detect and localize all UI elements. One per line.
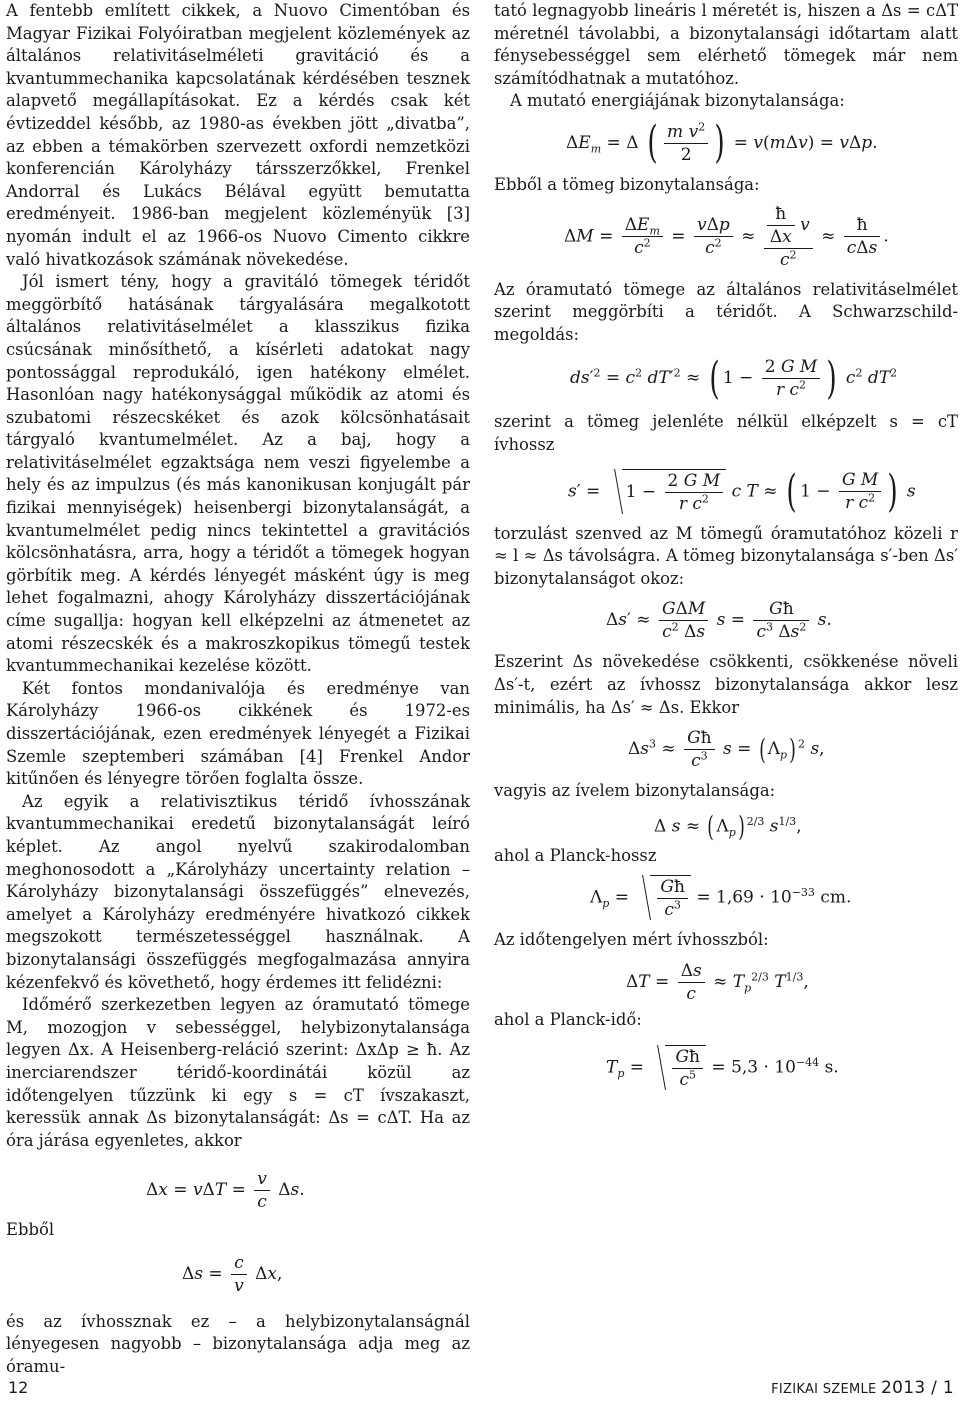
paragraph: Jól ismert tény, hogy a gravitáló tömegek téridőt meggörbítő hatásának tárgyalására megalkotott általános relativitáselmélet a klasszikus fizika csúcsának minősíthető, a kísérleti adatokat nagy pontossággal reprodukáló, igen hatékony elmélet. Hasonlóan nagy hatékonysággal működik az atomi és szubatomi részecskéket és azok kölcsönhatásait tárgyaló kvantumelmélet. Az a baj, hogy a relativitáselmélet egzaktsága nem veszi figyelembe a hely és az impulzus (és más kanonikusan konjugált pár fizikai mennyiségek) heisenbergi bizonytalanságát, a kvantumelmélet pedig nincs tekintettel a gravitációs kölcsönhatásra, arra, hogy a téridőt a tömegek hogyan görbítik meg. A kérdés lényegét másként úgy is meg lehet fogalmazni, ahogy Károlyházy disszertációjának címe sugallja: hogyan kell elképzelni az átmenetet az atomi részecskék és a makroszkopikus tömegű testek kvantummechanikai kezelése között.	[6, 272, 470, 676]
page-number: 12	[8, 1378, 29, 1397]
paragraph: Az óramutató tömege az általános relativitáselmélet szerint meggörbíti a téridőt. A Schwarzschild-megoldás:	[494, 279, 958, 344]
planck-time-unit: s.	[824, 1057, 839, 1078]
journal-issue: 2013 / 1	[880, 1378, 954, 1398]
planck-length-value: 1,69 · 10	[716, 887, 792, 908]
right-column	[494, 0, 958, 1091]
page-footer	[0, 1376, 960, 1402]
planck-length-exponent: −33	[791, 886, 815, 900]
paragraph: vagyis az ívelem bizonytalansága:	[494, 781, 776, 801]
journal-name	[771, 1378, 954, 1398]
journal-title: FIZIKAI SZEMLE	[771, 1382, 877, 1397]
paragraph: tató legnagyobb lineáris l méretét is, hiszen a Δs = cΔT méretnél távolabbi, a bizonytalansági időtartam alatt fénysebességgel sem elérhető tömegek már nem számítódhatnak a mutatóhoz.	[494, 1, 958, 88]
planck-time-value: 5,3 · 10	[731, 1057, 796, 1078]
equation-time-arc: ΔT = $\frac{\Delta s}{c}$ ≈ $T_p^{2/3}$ $T^{1/3}$,	[626, 960, 809, 1004]
paragraph: Két fontos mondanivalója és eredménye van Károlyházy 1966-os cikkének és 1972-es disszertációjának, ezen eredmények lényegét a Fizikai Szemle szeptemberi számában [4] Frenkel Andor kitűnően és lényegre törően foglalta össze.	[6, 678, 470, 789]
paragraph: ahol a Planck-idő:	[494, 1009, 642, 1029]
equation-schwarzschild: $ds'^2 = c^2$ $dT'^2$ ≈ ( 1 − $\frac{\text{2 G M}}{r c^2}$ ) $c^2$ $dT^2$	[570, 352, 898, 404]
equation-delta-s: Δs = $\frac{c}{v}$ Δx,	[182, 1252, 283, 1296]
planck-length-unit: cm.	[820, 887, 852, 908]
equation-mass-uncertainty: ΔM = $\frac{\Delta E_m}{c^2}$ = $\frac{\text{vΔp}}{c^2}$ ≈ $\frac{ħ}{\Delta x}$ v $c^2$ ≈ $\frac{ħ}{\text{cΔs}}$ .	[564, 203, 889, 270]
paragraph: Eszerint Δs növekedése csökkenti, csökkenése növeli Δs′-t, ezért az ívhossz bizonytalansága akkor lesz minimális, ha Δs′ ≈ Δs. Ekkor	[494, 652, 958, 717]
equation-planck-length: $\Lambda_p$ = $\frac{Għ}{c^3}$ = $1,69 \cdot 10^{-33}$ cm.	[590, 877, 852, 921]
equation-delta-s-cubed: $\Delta s^3$ ≈ $\frac{Għ}{c^3}$ s = ( $\Lambda_p$) $^2$ s,	[628, 728, 825, 772]
left-column	[6, 0, 470, 1379]
paragraph: Az egyik a relativisztikus téridő ívhosszának kvantummechanikai eredetű bizonytalanságát leíró képlet. Az angol nyelvű szakirodalomban meghonosodott a „Károlyházy uncertainty relation – Károlyházy bizonytalansági összefüggés” elnevezés, amelyet a Károlyházy eredményére hivatkozó cikkek megszokott természetességgel használnak. A bizonytalansági összefüggés megfogalmazása annyira kézenfekvő és követhető, hogy érdemes itt felidézni:	[6, 791, 470, 992]
paragraph: A fentebb említett cikkek, a Nuovo Cimentóban és Magyar Fizikai Folyóiratban megjelent közlemények az általános relativitáselméleti gravitáció és a kvantummechanika kapcsolatának kérdésében tesznek alapvető megállapításokat. Ez a kérdés csak két évtizeddel később, az 1980-as években jött „divatba”, az ebben a témakörben szervezett oxfordi nemzetközi konferencián Károlyházy társszerzőkkel, Frenkel Andorral és Lukács Bélával együtt bemutatta eredményeit. 1986-ban megjelent közleményük [3] nyomán indult el az 1966-os Nuovo Cimento cikkre való hivatkozások számának növekedése.	[6, 1, 470, 269]
paragraph: A mutató energiájának bizonytalansága:	[510, 91, 845, 111]
paragraph: torzulást szenved az M tömegű óramutatóhoz közeli r ≈ l ≈ Δs távolságra. A tömeg bizonytalansága s′-ben Δs′ bizonytalanságot okoz:	[494, 523, 958, 588]
equation-delta-s-prime: Δs′ ≈ $\frac{\text{GΔM}}{c^2 \Delta s}$ s = $\frac{Għ}{c^3 \Delta s^2}$ s.	[606, 599, 832, 643]
paragraph: Ebből a tömeg bizonytalansága:	[494, 174, 760, 194]
paragraph: szerint a tömeg jelenléte nélkül elképzelt s = cT ívhossz	[494, 412, 958, 454]
equation-distorted-arc: s′ = 1 − $\frac{\text{2 G M}}{r c^2}$ c T ≈ ( 1 − $\frac{\text{G M}}{r c^2}$ ) s	[568, 465, 916, 517]
equation-planck-time: $T_p$ = $\frac{Għ}{c^5}$ = $5,3 \cdot 10^{-44}$ s.	[606, 1047, 839, 1091]
paragraph: Az időtengelyen mért ívhosszból:	[494, 930, 769, 950]
paragraph: és az ívhossznak ez – a helybizonytalanságnál lényegesen nagyobb – bizonytalansága adja meg az óramu-	[6, 1311, 470, 1377]
equation-energy-uncertainty: $\Delta E_m = \Delta$ ( $\frac{m v^2}{2}$ ) = v(mΔv) = vΔp.	[566, 117, 878, 169]
planck-time-exponent: −44	[795, 1056, 820, 1070]
paragraph: Időmérő szerkezetben legyen az óramutató tömege M, mozogjon v sebességgel, helybizonytalansága legyen Δx. A Heisenberg-reláció szerint: ΔxΔp ≥ ħ. Az inerciarendszer téridő-koordinátái közül az időtengelyen tűzzünk ki egy s = cT ívszakaszt, keressük annak Δs bizonytalanságát: Δs = cΔT. Ha az óra járása egyenletes, akkor	[6, 995, 470, 1150]
equation-delta-x: Δx = vΔT = $\frac{v}{c}$ Δs.	[146, 1169, 305, 1213]
paragraph: ahol a Planck-hossz	[494, 845, 657, 865]
paragraph: Ebből	[6, 1220, 55, 1240]
equation-arc-element: Δ s ≈ ( $\Lambda_p$) $^{2/3}$ $s^{1/3}$,	[654, 809, 802, 843]
